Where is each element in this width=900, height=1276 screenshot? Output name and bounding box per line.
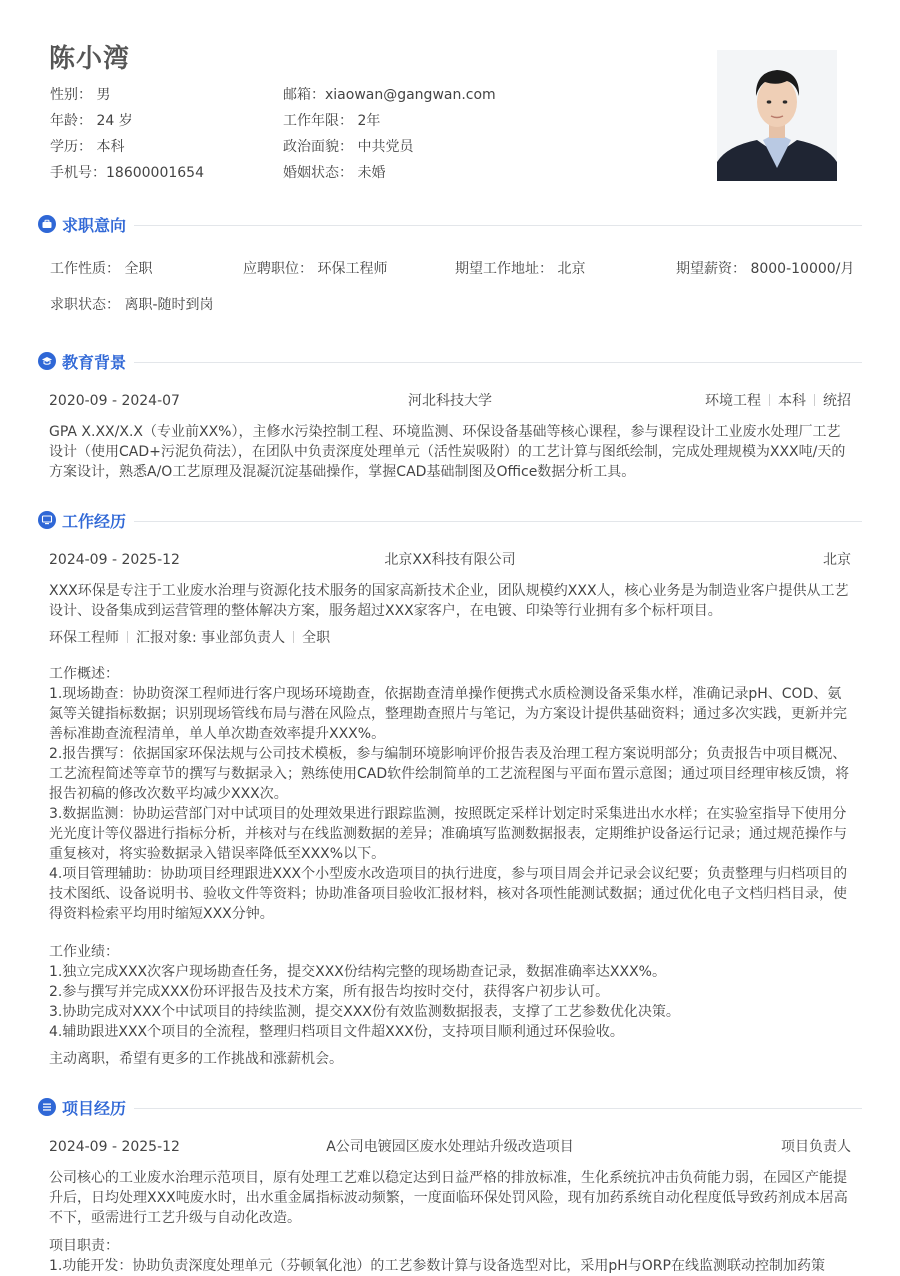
degree-field: 学历： 本科 xyxy=(50,139,125,155)
portrait-illustration xyxy=(717,50,837,181)
section-heading: 工作经历 xyxy=(62,511,127,531)
project-duties xyxy=(49,1236,851,1276)
section-heading: 项目经历 xyxy=(62,1098,127,1118)
section-divider xyxy=(134,362,862,363)
work-tags xyxy=(49,628,851,648)
education-tags xyxy=(705,390,851,412)
section-divider xyxy=(134,1108,862,1109)
section-heading: 教育背景 xyxy=(62,352,127,372)
results-label: 工作业绩： xyxy=(49,944,119,960)
leave-reason xyxy=(49,1049,851,1069)
section-title-intent xyxy=(38,212,126,236)
duty-item: 1.功能开发：协助负责深度处理单元（芬顿氧化池）的工艺参数计算与设备选型对比，采用pH与ORP在线监测联动控制加药策 xyxy=(49,1258,825,1274)
project-role: 项目负责人 xyxy=(781,1139,851,1155)
briefcase-icon xyxy=(38,215,56,233)
education-description xyxy=(49,422,851,482)
info-row xyxy=(50,162,650,188)
expected-salary-field: 期望薪资： 8000-10000/月 xyxy=(676,261,855,277)
email-field: 邮箱：xiaowan@gangwan.com xyxy=(283,87,496,103)
section-title-project xyxy=(38,1095,126,1119)
graduation-cap-icon xyxy=(38,352,56,370)
company-intro-text: XXX环保是专注于工业废水治理与资源化技术服务的国家高新技术企业，团队规模约XXX人，核心业务是为制造业客户提供从工艺设计、设备集成到运营管理的整体解决方案，服务超过XXX家客户，在电镀、印染等行业拥有多个标杆项目。 xyxy=(49,583,849,619)
section-divider xyxy=(134,225,862,226)
job-type: 全职 xyxy=(302,630,331,646)
company-name: 北京XX科技有限公司 xyxy=(384,552,516,568)
info-row xyxy=(50,84,650,110)
personal-info xyxy=(50,84,650,188)
political-status-field: 政治面貌： 中共党员 xyxy=(283,139,414,155)
overview-item: 3.数据监测：协助运营部门对中试项目的处理效果进行跟踪监测，按照既定采样计划定时采集进出水水样；在实验室指导下使用分光光度计等仪器进行指标分析，并核对与在线监测数据的差异；准确填写监测数据报表，定期维护设备运行记录；通过规范操作与重复核对，将实验数据录入错误率降低至XXX%以下。 xyxy=(49,806,847,862)
age-field: 年龄： 24 岁 xyxy=(50,113,133,129)
section-divider xyxy=(134,521,862,522)
marital-status-field: 婚姻状态： 未婚 xyxy=(283,165,386,181)
major: 环境工程 xyxy=(705,393,761,409)
info-row xyxy=(50,136,650,162)
list-icon xyxy=(38,1098,56,1116)
gender-field: 性别： 男 xyxy=(50,87,111,103)
education-text: GPA X.XX/X.X（专业前XX%），主修水污染控制工程、环境监测、环保设备基础等核心课程，参与课程设计工业废水处理厂工艺设计（使用CAD+污泥负荷法），在团队中负责深度处理单元（活性炭吸附）的工艺计算与图纸绘制，完成处理规模为XXX吨/天的方案设计，熟悉A/O工艺原理及混凝沉淀基础操作，掌握CAD基础制图及Office数据分析工具。 xyxy=(49,424,846,480)
applied-position-field: 应聘职位： 环保工程师 xyxy=(243,261,388,277)
job-type-field: 工作性质： 全职 xyxy=(50,261,153,277)
project-name: A公司电镀园区废水处理站升级改造项目 xyxy=(326,1139,574,1155)
job-status-field: 求职状态： 离职-随时到岗 xyxy=(50,297,214,313)
overview-label: 工作概述： xyxy=(49,666,119,682)
expected-location-field: 期望工作地址： 北京 xyxy=(455,261,586,277)
company-intro xyxy=(49,581,851,621)
report-to: 汇报对象: 事业部负责人 xyxy=(136,630,286,646)
phone-field: 手机号：18600001654 xyxy=(50,165,204,181)
overview-item: 4.项目管理辅助：协助项目经理跟进XXX个小型废水改造项目的执行进度，参与项目周会并记录会议纪要；负责整理与归档项目的技术图纸、设备说明书、验收文件等资料；协助准备项目验收汇报材料，核对各项性能测试数据；通过优化电子文档归档目录，使得资料检索平均用时缩短XXX分钟。 xyxy=(49,866,848,922)
project-description-text: 公司核心的工业废水治理示范项目，原有处理工艺难以稳定达到日益严格的排放标准，生化系统抗冲击负荷能力弱，在园区产能提升后，日均处理XXX吨废水时，出水重金属指标波动频繁，一度面临环保处罚风险，现有加药系统自动化程度低导致药剂成本居高不下，亟需进行工艺升级与自动化改造。 xyxy=(49,1170,848,1226)
leave-reason-text: 主动离职，希望有更多的工作挑战和涨薪机会。 xyxy=(49,1051,343,1067)
project-description xyxy=(49,1168,851,1228)
project-period: 2024-09 - 2025-12 xyxy=(49,1139,180,1155)
work-header xyxy=(49,549,851,571)
work-years-field: 工作年限： 2年 xyxy=(283,113,381,129)
enrollment-type: 统招 xyxy=(823,393,851,409)
overview-item: 1.现场勘查：协助资深工程师进行客户现场环境勘查，依据勘查清单操作便携式水质检测设备采集水样，准确记录pH、COD、氨氮等关键指标数据；识别现场管线布局与潜在风险点，整理勘查照片与笔记，为方案设计提供基础资料；通过多次实践，更新并完善标准勘查流程清单，单人单次勘查效率提升XXX%。 xyxy=(49,686,847,742)
education-header xyxy=(49,390,851,412)
results-item: 3.协助完成对XXX个中试项目的持续监测，提交XXX份有效监测数据报表，支撑了工艺参数优化决策。 xyxy=(49,1004,680,1020)
degree: 本科 xyxy=(778,393,806,409)
project-header xyxy=(49,1136,851,1158)
section-title-education xyxy=(38,349,126,373)
school-name: 河北科技大学 xyxy=(408,393,492,409)
monitor-icon xyxy=(38,511,56,529)
work-overview xyxy=(49,664,851,924)
section-title-work xyxy=(38,508,126,532)
results-item: 4.辅助跟进XXX个项目的全流程，整理归档项目文件超XXX份，支持项目顺利通过环保验收。 xyxy=(49,1024,624,1040)
work-results xyxy=(49,942,851,1042)
work-city: 北京 xyxy=(823,552,851,568)
job-title: 环保工程师 xyxy=(49,630,119,646)
overview-item: 2.报告撰写：依据国家环保法规与公司技术模板，参与编制环境影响评价报告表及治理工程方案说明部分；负责报告中项目概况、工艺流程简述等章节的撰写与数据录入；熟练使用CAD软件绘制简单的工艺流程图与平面布置示意图；通过项目经理审核反馈，将报告初稿的修改次数平均减少XXX次。 xyxy=(49,746,850,802)
info-row xyxy=(50,110,650,136)
candidate-name: 陈小湾 xyxy=(49,44,131,74)
education-period: 2020-09 - 2024-07 xyxy=(49,393,180,409)
duties-label: 项目职责： xyxy=(49,1238,119,1254)
profile-photo xyxy=(717,50,837,181)
results-item: 1.独立完成XXX次客户现场勘查任务，提交XXX份结构完整的现场勘查记录，数据准确率达XXX%。 xyxy=(49,964,666,980)
results-item: 2.参与撰写并完成XXX份环评报告及技术方案，所有报告均按时交付，获得客户初步认可。 xyxy=(49,984,610,1000)
work-period: 2024-09 - 2025-12 xyxy=(49,552,180,568)
section-heading: 求职意向 xyxy=(62,215,127,235)
